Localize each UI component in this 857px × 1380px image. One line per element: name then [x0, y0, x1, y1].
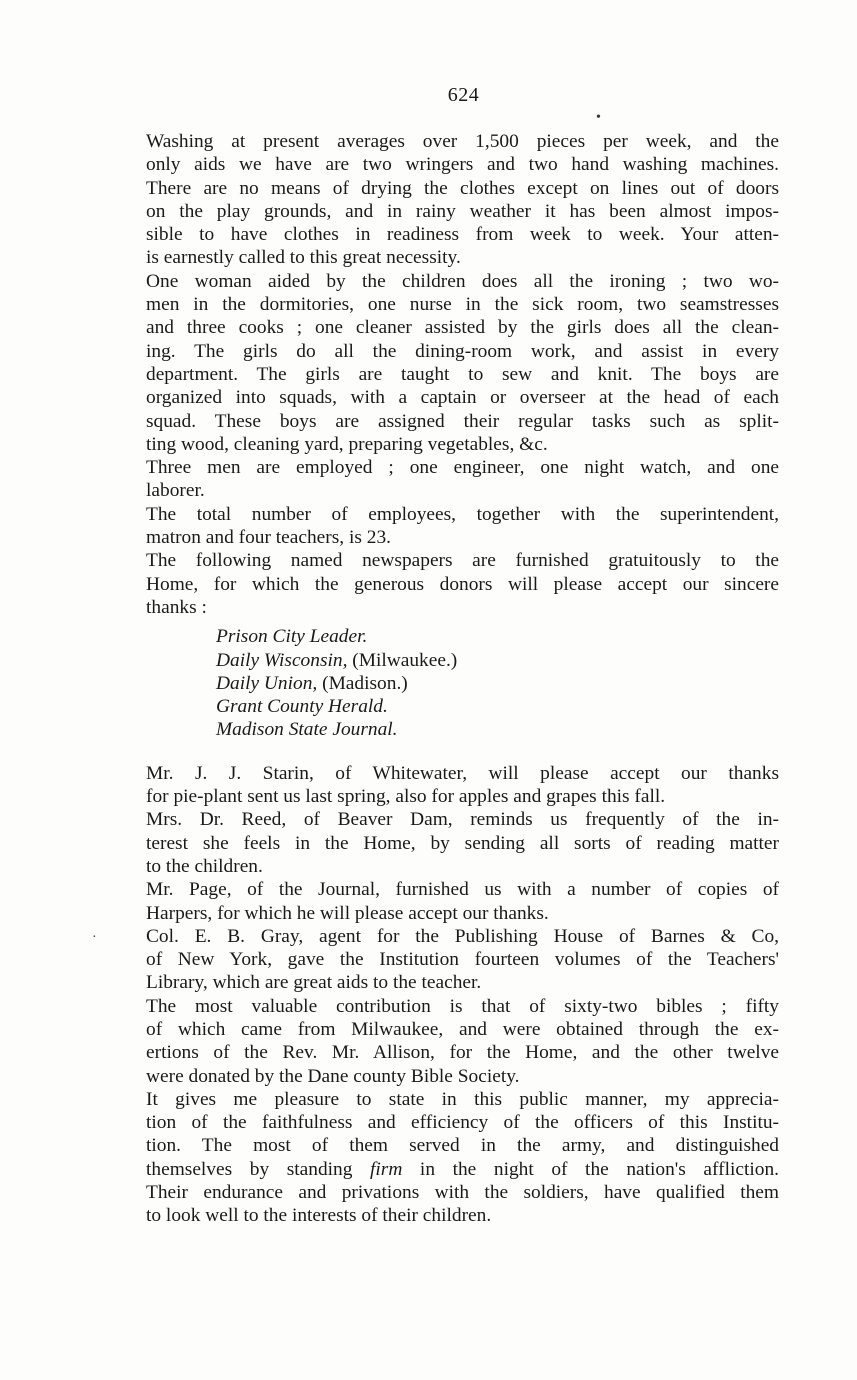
text-line: on the play grounds, and in rainy weather it has been almost impos- [146, 200, 779, 222]
text-line: is earnestly called to this great necessity. [146, 247, 461, 269]
paragraph-page [124, 878, 779, 925]
text-line: ertions of the Rev. Mr. Allison, for the Home, and the other twelve [146, 1042, 779, 1064]
text-line: Col. E. B. Gray, agent for the Publishing House of Barnes & Co, [146, 925, 779, 947]
text-line: terest she feels in the Home, by sending all sorts of reading matter [146, 832, 779, 854]
text-line: Mr. Page, of the Journal, furnished us with a number of copies of [146, 879, 779, 901]
text-line: department. The girls are taught to sew and knit. The boys are [146, 363, 779, 385]
text-line: The most valuable contribution is that of sixty-two bibles ; fifty [146, 995, 779, 1017]
paragraph-total-employees [124, 503, 779, 550]
paragraph-bibles [124, 995, 779, 1088]
text-line: only aids we have are two wringers and two hand washing machines. [146, 154, 779, 176]
paragraph-staff-duties [124, 270, 779, 456]
text-line: Their endurance and privations with the soldiers, have qualified them [146, 1182, 779, 1204]
newspaper-item [216, 672, 779, 695]
text-line: ting wood, cleaning yard, preparing vegetables, &c. [146, 433, 548, 455]
text-line: of which came from Milwaukee, and were obtained through the ex- [146, 1018, 779, 1040]
print-speck: · [92, 930, 97, 945]
newspaper-title: Prison City Leader. [216, 626, 368, 648]
text-line: for pie-plant sent us last spring, also for apples and grapes this fall. [146, 786, 666, 808]
text-line: tion. The most of them served in the army, and distinguished [146, 1135, 779, 1157]
text-line: There are no means of drying the clothes except on lines out of doors [146, 177, 779, 199]
text-line: of New York, gave the Institution fourteen volumes of the Teachers' [146, 949, 779, 971]
text-line: Library, which are great aids to the teacher. [146, 972, 482, 994]
paragraph-newspapers-intro [124, 549, 779, 619]
paragraph-starin [124, 762, 779, 809]
text-line: Three men are employed ; one engineer, one night watch, and one [146, 457, 779, 479]
newspaper-title: Daily Union, [216, 672, 318, 694]
text-line: Washing at present averages over 1,500 pieces per week, and the [146, 131, 779, 152]
text-line: organized into squads, with a captain or overseer at the head of each [146, 387, 779, 409]
newspaper-location: (Madison.) [317, 672, 408, 694]
text-line: Mr. J. J. Starin, of Whitewater, will please accept our thanks [146, 762, 779, 784]
page-number: 624 [447, 84, 480, 106]
newspaper-item [216, 718, 779, 741]
text-segment: in the night of the nation's affliction. [402, 1158, 779, 1180]
document-page [124, 82, 779, 1228]
newspaper-title: Grant County Herald. [216, 696, 388, 718]
text-line: were donated by the Dane county Bible Society. [146, 1065, 520, 1087]
text-line: squad. These boys are assigned their regular tasks such as split- [146, 410, 779, 432]
text-line: The following named newspapers are furnished gratuitously to the [146, 550, 779, 572]
paragraph-men-employed [124, 456, 779, 503]
text-line: One woman aided by the children does all the ironing ; two wo- [146, 270, 779, 292]
text-line: ing. The girls do all the dining-room work, and assist in every [146, 340, 779, 362]
text-line: Mrs. Dr. Reed, of Beaver Dam, reminds us frequently of the in- [146, 809, 779, 831]
paragraph-laundry [124, 130, 779, 270]
text-line: to the children. [146, 855, 263, 877]
paragraph-appreciation [124, 1088, 779, 1228]
text-segment: themselves by standing [146, 1158, 371, 1180]
text-line: sible to have clothes in readiness from week to week. Your atten- [146, 224, 779, 246]
newspaper-title: Madison State Journal. [216, 719, 398, 741]
text-line: to look well to the interests of their children. [146, 1205, 492, 1227]
newspaper-location: (Milwaukee.) [347, 649, 458, 671]
emphasized-word: firm [370, 1158, 403, 1180]
newspaper-item [216, 695, 779, 718]
newspaper-item [216, 625, 779, 648]
text-line: tion of the faithfulness and efficiency of the officers of this Institu- [146, 1112, 779, 1134]
print-speck: • [596, 110, 601, 125]
text-line [124, 1158, 779, 1181]
text-line: thanks : [146, 596, 207, 618]
newspaper-item [216, 649, 779, 672]
text-line: The total number of employees, together with the superintendent, [146, 503, 779, 525]
newspaper-list [216, 625, 779, 741]
paragraph-gray [124, 925, 779, 995]
text-line: men in the dormitories, one nurse in the sick room, two seamstresses [146, 294, 779, 316]
text-line: matron and four teachers, is 23. [146, 527, 391, 549]
text-line: laborer. [146, 480, 205, 502]
newspaper-title: Daily Wisconsin, [216, 649, 348, 671]
paragraph-reed [124, 808, 779, 878]
text-line: It gives me pleasure to state in this public manner, my apprecia- [146, 1088, 779, 1110]
text-line: and three cooks ; one cleaner assisted by the girls does all the clean- [146, 317, 779, 339]
text-line: Harpers, for which he will please accept our thanks. [146, 902, 549, 924]
text-line: Home, for which the generous donors will please accept our sincere [146, 573, 779, 595]
